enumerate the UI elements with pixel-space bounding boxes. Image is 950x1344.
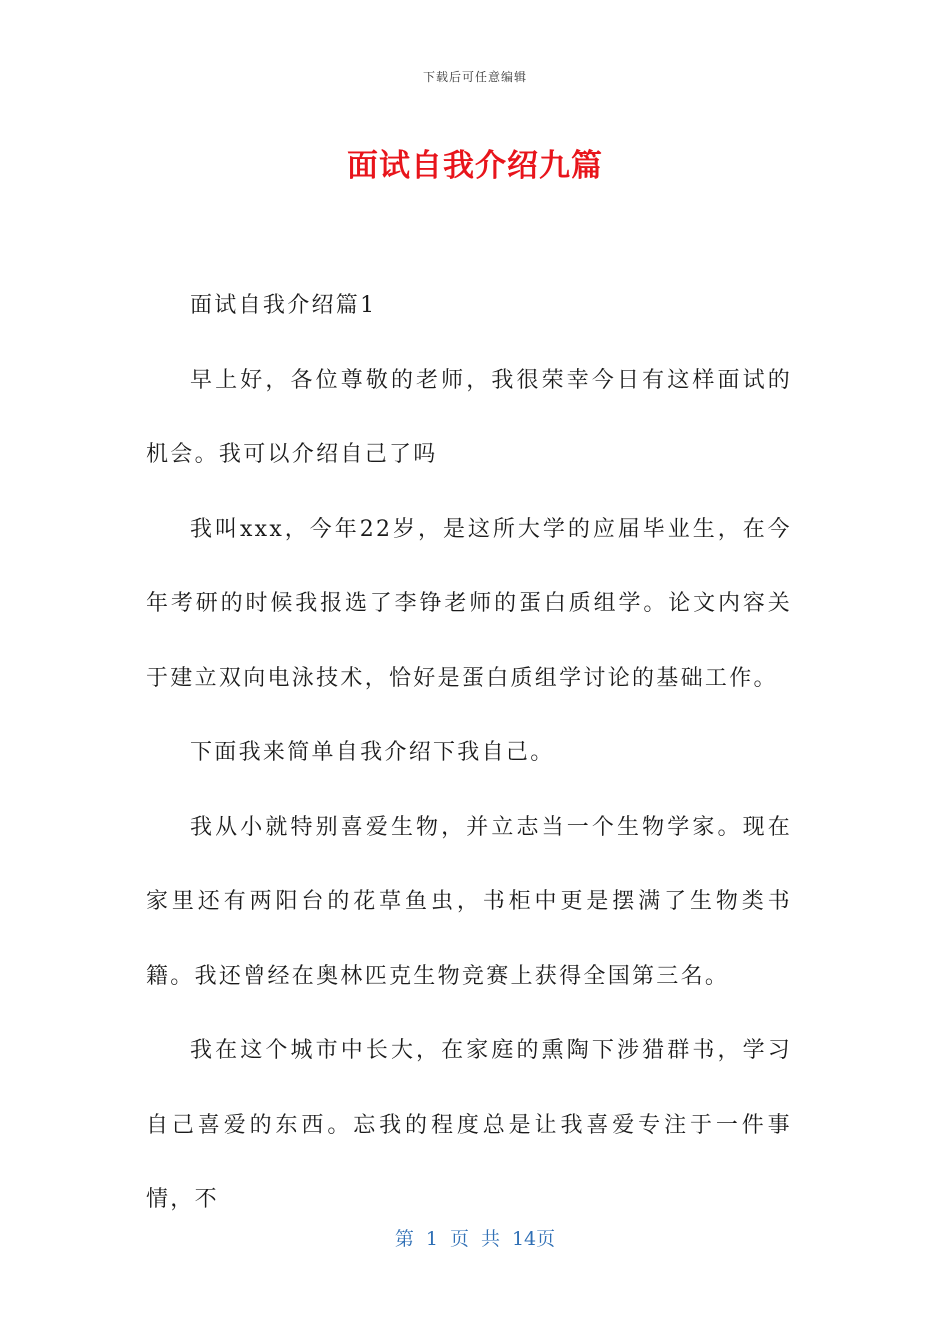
document-body [146,269,792,1238]
paragraph-greeting: 早上好，各位尊敬的老师，我很荣幸今日有这样面试的机会。我可以介绍自己了吗 [146,367,792,467]
footer-page-word: 页 [449,1228,469,1250]
paragraph-interest: 我从小就特别喜爱生物，并立志当一个生物学家。现在家里还有两阳台的花草鱼虫，书柜中更是摆满了生物类书籍。我还曾经在奥林匹克生物竞赛上获得全国第三名。 [146,814,792,989]
footer-page-number: 1 [425,1228,438,1250]
footer-total-pages: 14页 [511,1228,556,1250]
paragraph-intro: 下面我来简单自我介绍下我自己。 [190,740,555,765]
footer-total-prefix: 共 [480,1228,500,1250]
footer-page-prefix: 第 [394,1228,414,1250]
page-header-note: 下载后可任意编辑 [422,70,527,84]
page-footer [0,1224,950,1251]
section-heading: 面试自我介绍篇1 [190,293,377,318]
paragraph-upbringing: 我在这个城市中长大，在家庭的熏陶下涉猎群书，学习自己喜爱的东西。忘我的程度总是让我喜爱专注于一件事情，不 [146,1038,792,1212]
document-title: 面试自我介绍九篇 [347,148,603,184]
paragraph-background: 我叫xxx，今年22岁，是这所大学的应届毕业生，在今年考研的时候我报选了李铮老师的蛋白质组学。论文内容关于建立双向电泳技术，恰好是蛋白质组学讨论的基础工作。 [146,516,792,691]
